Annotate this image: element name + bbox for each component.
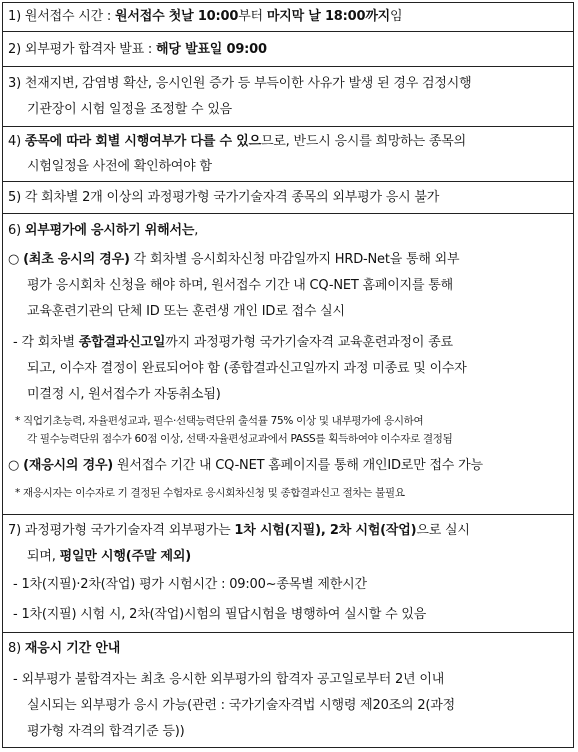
dash-mark: - xyxy=(13,335,18,350)
item-text: 시험일정을 사전에 확인하여야 함 xyxy=(27,159,212,174)
item-number: 6) xyxy=(8,223,21,238)
item-number: 4) xyxy=(8,134,21,149)
item-text: 외부평가 불합격자는 최초 응시한 외부평가의 합격자 공고일로부터 2년 이내 xyxy=(21,672,445,687)
sub-item xyxy=(13,577,367,593)
item-2 xyxy=(3,31,573,66)
item-text: 원서접수 기간 내 CQ-NET 홈페이지를 통해 개인ID로만 접수 가능 xyxy=(113,458,483,473)
item-text: 기관장이 시험 일정을 조정할 수 있음 xyxy=(27,102,233,117)
sub-item xyxy=(13,607,426,623)
item-text: 되며, xyxy=(27,549,60,564)
item-number: 3) xyxy=(8,76,21,91)
footnote-text: 직업기초능력, 자율편성교과, 필수·선택능력단위 출석률 75% 이상 및 내부평가에 응시하여 xyxy=(23,415,424,427)
item-1 xyxy=(3,3,573,31)
item-number: 2) xyxy=(8,42,21,57)
item-3 xyxy=(3,66,573,126)
item-bold-text: 종합결과신고일 xyxy=(78,335,166,350)
item-text: , xyxy=(194,223,199,238)
completion-line xyxy=(13,335,453,351)
item-number: 1) xyxy=(8,9,21,24)
item-text: 천재지변, 감염병 확산, 응시인원 증가 등 부득이한 사유가 발생 된 경우 검정시행 xyxy=(24,76,472,91)
item-text: 임 xyxy=(390,9,403,24)
footnote-text: 재응시자는 이수자로 기 결정된 수험자로 응시회차신청 및 종합결과신고 절차는 불필요 xyxy=(23,487,405,499)
item-bold-text: 외부평가에 응시하기 위해서는 xyxy=(24,223,195,238)
retake-line xyxy=(8,458,483,474)
item-text: 각 회차별 2개 이상의 과정평가형 국가기술자격 종목의 외부평가 응시 불가 xyxy=(24,190,440,205)
item-4 xyxy=(3,126,573,181)
item-text: 미결정 시, 원서접수가 자동취소됨) xyxy=(27,387,221,402)
item-text: 원서접수 시간 : xyxy=(24,9,116,24)
item-text: 1차(지필)·2차(작업) 평가 시험시간 : 09:00~종목별 제한시간 xyxy=(21,577,367,592)
item-bold-text: 종목에 따라 회별 시행여부가 다를 수 있으 xyxy=(24,134,261,149)
item-text: 1차(지필) 시험 시, 2차(작업)시험의 필답시험을 병행하여 실시할 수 있음 xyxy=(21,607,427,622)
item-bold-text: (재응시의 경우) xyxy=(23,458,114,473)
footnote-text: 각 필수능력단위 점수가 60점 이상, 선택·자율편성교과에서 PASS를 획득하여야 이수자로 결정됨 xyxy=(27,433,453,445)
item-number: 7) xyxy=(8,523,21,538)
item-bold-text: 마지막 날 18:00까지 xyxy=(266,9,391,24)
notice-box xyxy=(2,2,574,748)
asterisk-mark: * xyxy=(15,487,20,499)
item-number: 5) xyxy=(8,190,21,205)
item-5 xyxy=(3,181,573,213)
footnote xyxy=(15,414,423,428)
circle-bullet-icon: ○ xyxy=(8,458,20,473)
item-bold-text: 평일만 시행(주말 제외) xyxy=(59,549,191,564)
dash-mark: - xyxy=(13,607,18,622)
item-7 xyxy=(3,514,573,632)
first-applicant-line xyxy=(8,252,459,268)
item-bold-text: 재응시 기간 안내 xyxy=(24,641,121,656)
item-text: 부터 xyxy=(238,9,267,24)
item-text: 까지 과정평가형 국가기술자격 교육훈련과정이 종료 xyxy=(165,335,453,350)
item-text: 각 회차별 xyxy=(21,335,79,350)
item-text: 실시되는 외부평가 응시 가능(관련 : 국가기술자격법 시행령 제20조의 2(과정 xyxy=(27,698,455,713)
item-text: 평가 응시회차 신청을 해야 하며, 원서접수 기간 내 CQ-NET 홈페이지를 통해 xyxy=(27,278,453,293)
item-text: 과정평가형 국가기술자격 외부평가는 xyxy=(24,523,235,538)
item-bold-text: 해당 발표일 09:00 xyxy=(156,42,267,57)
circle-bullet-icon: ○ xyxy=(8,252,20,267)
item-bold-text: (최초 응시의 경우) xyxy=(23,252,130,267)
item-text: 교육훈련기관의 단체 ID 또는 훈련생 개인 ID로 접수 실시 xyxy=(27,304,345,319)
dash-mark: - xyxy=(13,577,18,592)
item-text: 외부평가 합격자 발표 : xyxy=(24,42,157,57)
item-text: 되고, 이수자 결정이 완료되어야 함 (종합결과신고일까지 과정 미종료 및 이수자 xyxy=(27,361,467,376)
dash-mark: - xyxy=(13,672,18,687)
item-8 xyxy=(3,632,573,749)
sub-item xyxy=(13,672,444,688)
item-text: 으로 실시 xyxy=(416,523,470,538)
footnote xyxy=(15,486,405,500)
item-number: 8) xyxy=(8,641,21,656)
item-text: 각 회차별 응시회차신청 마감일까지 HRD-Net을 통해 외부 xyxy=(129,252,460,267)
item-bold-text: 원서접수 첫날 10:00 xyxy=(115,9,239,24)
item-text: 므로, 반드시 응시를 희망하는 종목의 xyxy=(260,134,466,149)
item-text: 평가형 자격의 합격기준 등)) xyxy=(27,724,185,739)
item-6 xyxy=(3,213,573,514)
asterisk-mark: * xyxy=(15,415,20,427)
item-bold-text: 1차 시험(지필), 2차 시험(작업) xyxy=(234,523,417,538)
